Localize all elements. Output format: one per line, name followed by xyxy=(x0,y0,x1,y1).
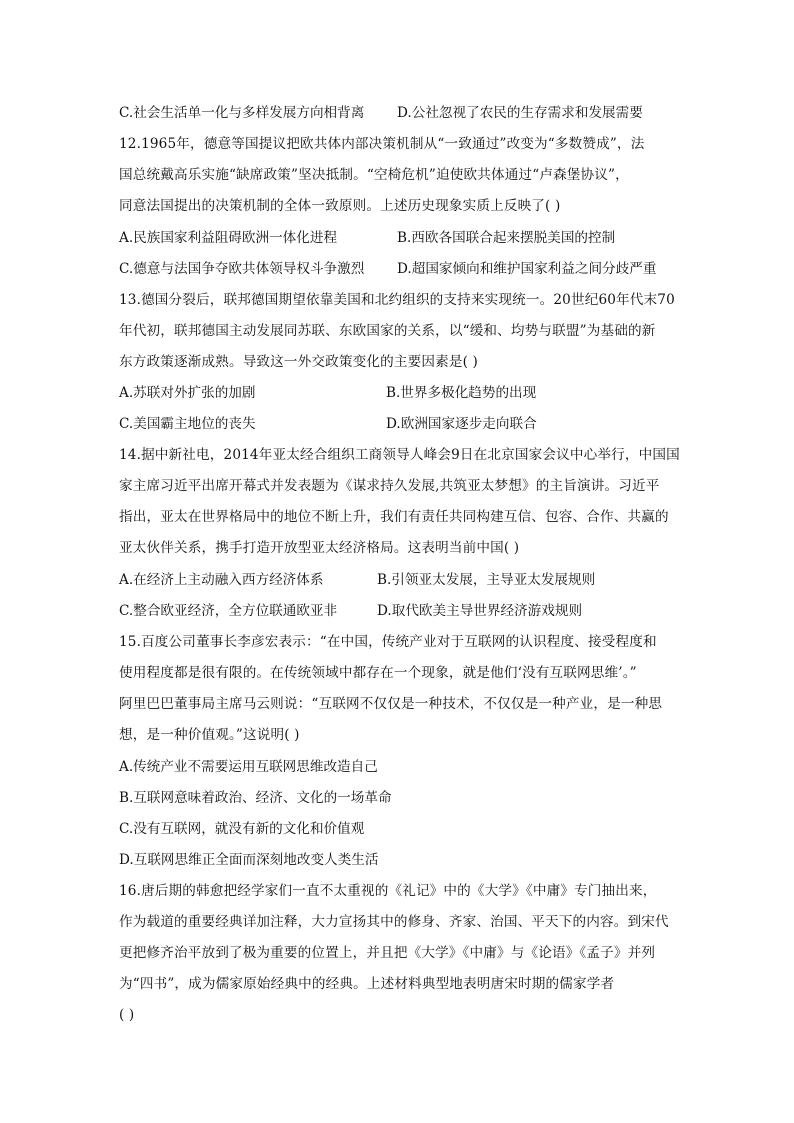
q16-stem-line-5: ( ) xyxy=(119,1007,135,1023)
q14-option-a: A.在经济上主动融入西方经济体系 xyxy=(119,572,324,588)
q14-option-b: B.引领亚太发展，主导亚太发展规则 xyxy=(377,572,596,588)
q16-stem-line-3: 更把修齐治平放到了极为重要的位置上，并且把《大学》《中庸》与《论语》《孟子》并列 xyxy=(119,945,656,961)
q14-stem-line-4: 亚太伙伴关系，携手打造开放型亚太经济格局。这表明当前中国( ) xyxy=(119,540,520,556)
q15-stem-line-2: 使用程度都是很有限的。在传统领域中都存在一个现象，就是他们‘没有互联网思维’。” xyxy=(119,665,637,681)
q15-stem-line-4: 想，是一种价值观。”这说明( ) xyxy=(119,727,300,743)
q14-stem-line-2: 家主席习近平出席开幕式并发表题为《谋求持久发展,共筑亚太梦想》的主旨演讲。习近平 xyxy=(119,478,660,494)
q14-option-d: D.取代欧美主导世界经济游戏规则 xyxy=(377,603,583,619)
q13-option-b: B.世界多极化趋势的出现 xyxy=(386,385,537,401)
q11-option-d: D.公社忽视了农民的生存需求和发展需要 xyxy=(397,105,643,121)
q13-option-d: D.欧洲国家逐步走向联合 xyxy=(386,416,537,432)
q12-option-d: D.超国家倾向和维护国家利益之间分歧严重 xyxy=(397,261,657,277)
q12-option-a: A.民族国家利益阻碍欧洲一体化进程 xyxy=(119,230,338,246)
q13-option-a: A.苏联对外扩张的加剧 xyxy=(119,385,256,401)
q16-stem-line-4: 为“四书”，成为儒家原始经典中的经典。上述材料典型地表明唐宋时期的儒家学者 xyxy=(119,976,615,992)
q16-stem-line-2: 作为载道的重要经典详加注释，大力宣扬其中的修身、齐家、治国、平天下的内容。到宋代 xyxy=(119,914,669,930)
q12-stem-line-3: 同意法国提出的决策机制的全体一致原则。上述历史现象实质上反映了( ) xyxy=(119,198,561,214)
q14-stem-line-1: 14.据中新社电，2014年亚太经合组织工商领导人峰会9日在北京国家会议中心举行，中国国 xyxy=(119,447,680,463)
q15-stem-line-3: 阿里巴巴董事局主席马云则说：“互联网不仅仅是一种技术，不仅仅是一种产业，是一种思 xyxy=(119,696,663,712)
q13-option-c: C.美国霸主地位的丧失 xyxy=(119,416,256,432)
q11-option-c: C.社会生活单一化与多样发展方向相背离 xyxy=(119,105,365,121)
q13-stem-line-1: 13.德国分裂后，联邦德国期望依靠美国和北约组织的支持来实现统一。20世纪60年代末70 xyxy=(119,292,675,308)
q12-stem-line-1: 12.1965年，德意等国提议把欧共体内部决策机制从“一致通过”改变为“多数赞成”，法 xyxy=(119,136,645,152)
q15-option-c: C.没有互联网，就没有新的文化和价值观 xyxy=(119,821,365,837)
q12-option-b: B.西欧各国联合起来摆脱美国的控制 xyxy=(397,230,616,246)
q15-option-a: A.传统产业不需要运用互联网思维改造自己 xyxy=(119,759,378,775)
q13-stem-line-3: 东方政策逐渐成熟。导致这一外交政策变化的主要因素是( ) xyxy=(119,354,478,370)
q16-stem-line-1: 16.唐后期的韩愈把经学家们一直不太重视的《礼记》中的《大学》《中庸》专门抽出来， xyxy=(119,883,657,899)
q15-option-b: B.互联网意味着政治、经济、文化的一场革命 xyxy=(119,790,392,806)
q15-option-d: D.互联网思维正全面而深刻地改变人类生活 xyxy=(119,852,379,868)
q13-stem-line-2: 年代初，联邦德国主动发展同苏联、东欧国家的关系，以“缓和、均势与联盟”为基础的新 xyxy=(119,323,656,339)
q14-stem-line-3: 指出，亚太在世界格局中的地位不断上升，我们有责任共同构建互信、包容、合作、共赢的 xyxy=(119,509,669,525)
q14-option-c: C.整合欧亚经济，全方位联通欧亚非 xyxy=(119,603,338,619)
q12-option-c: C.德意与法国争夺欧共体领导权斗争激烈 xyxy=(119,261,365,277)
q12-stem-line-2: 国总统戴高乐实施“缺席政策”坚决抵制。“空椅危机”迫使欧共体通过“卢森堡协议”， xyxy=(119,167,629,183)
q15-stem-line-1: 15.百度公司董事长李彦宏表示：“在中国，传统产业对于互联网的认识程度、接受程度和 xyxy=(119,634,657,650)
